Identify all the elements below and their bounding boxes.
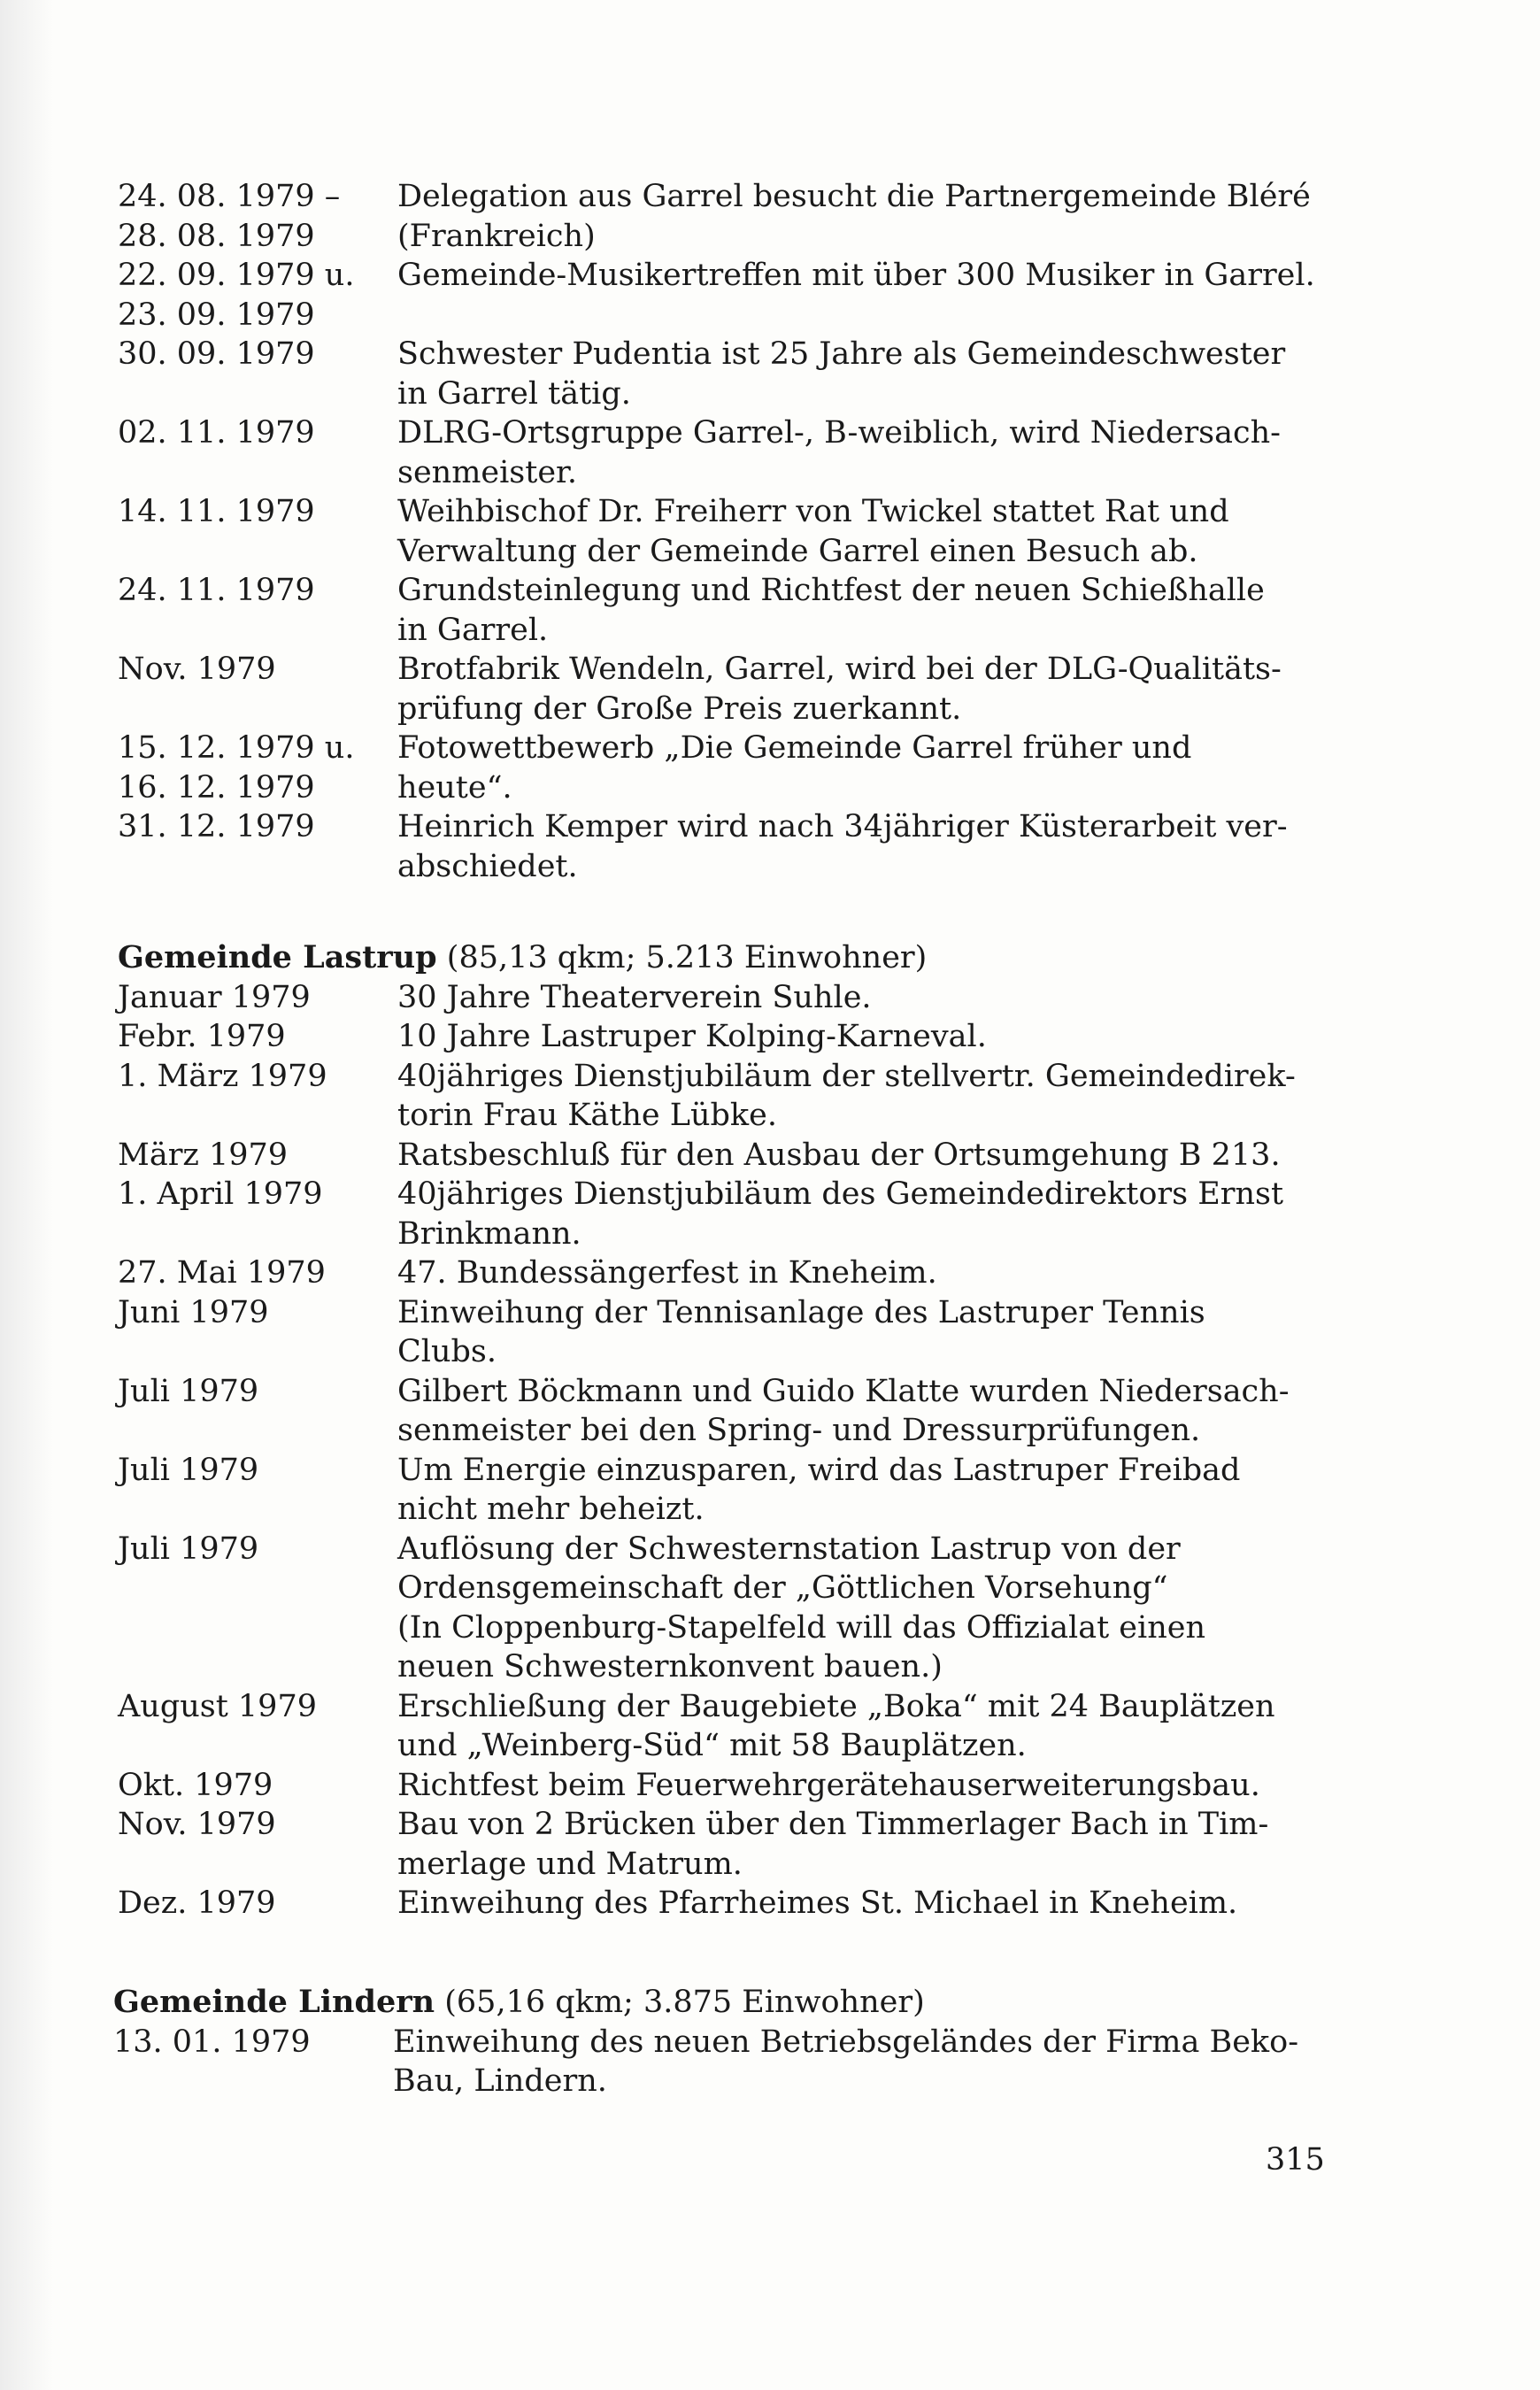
chronicle-entry [118, 1253, 1339, 1293]
chronicle-entry [118, 1884, 1339, 1924]
entry-date: Juli 1979 [118, 1373, 259, 1409]
municipality-info: (65,16 qkm; 3.875 Einwohner) [444, 1985, 925, 2020]
entry-text: 40jähriges Dienstjubiläum des Gemeindedirektors Ernst Brinkmann. [397, 1176, 1284, 1252]
entry-text: Weihbischof Dr. Freiherr von Twickel stattet Rat und Verwaltung der Gemeinde Garrel einen Besuch ab. [397, 494, 1229, 569]
section-heading [118, 938, 1339, 978]
entry-date: 22. 09. 1979 u. 23. 09. 1979 [118, 258, 355, 333]
page-edge-shadow [0, 0, 53, 2390]
entry-date: August 1979 [118, 1688, 317, 1724]
entry-text: Bau von 2 Brücken über den Timmerlager Bach in Tim- merlage und Matrum. [397, 1807, 1269, 1882]
municipality-info: (85,13 qkm; 5.213 Einwohner) [446, 940, 928, 975]
entry-text: Heinrich Kemper wird nach 34jähriger Küsterarbeit ver- abschiedet. [397, 809, 1288, 884]
chronicle-entry [118, 1372, 1339, 1451]
chronicle-entry [118, 978, 1339, 1018]
chronicle-entry [118, 256, 1339, 335]
entry-date: 02. 11. 1979 [118, 415, 315, 451]
municipality-name: Gemeinde Lastrup [118, 939, 437, 975]
entry-text: Gilbert Böckmann und Guido Klatte wurden Niedersach- senmeister bei den Spring- und Dressurprüfungen. [397, 1373, 1290, 1448]
entry-date: Juli 1979 [118, 1452, 259, 1488]
entry-text: Ratsbeschluß für den Ausbau der Ortsumgehung B 213. [397, 1137, 1281, 1173]
entry-date: 24. 11. 1979 [118, 573, 315, 608]
chronicle-entry [113, 2023, 1335, 2101]
entry-date: 27. Mai 1979 [118, 1255, 326, 1291]
entry-date: 13. 01. 1979 [113, 2024, 311, 2060]
entry-date: 15. 12. 1979 u. 16. 12. 1979 [118, 730, 355, 806]
chronicle-entry [118, 729, 1339, 807]
chronicle-entry [118, 1293, 1339, 1372]
entry-date: Juni 1979 [118, 1294, 269, 1330]
entry-text: Schwester Pudentia ist 25 Jahre als Gemeindeschwester in Garrel tätig. [397, 336, 1286, 412]
entry-date: Okt. 1979 [118, 1767, 273, 1803]
entry-text: Einweihung des neuen Betriebsgeländes der Firma Beko- Bau, Lindern. [393, 2024, 1299, 2099]
chronicle-entry [118, 1057, 1339, 1136]
chronicle-entry [118, 571, 1339, 650]
garrel-chronicle [118, 177, 1339, 886]
chronicle-entry [118, 807, 1339, 886]
entry-date: 1. April 1979 [118, 1176, 323, 1212]
chronicle-entry [118, 1451, 1339, 1530]
entry-date: Dez. 1979 [118, 1885, 276, 1921]
entry-date: 30. 09. 1979 [118, 336, 315, 372]
page-number: 315 [1266, 2142, 1325, 2178]
entry-text: Erschließung der Baugebiete „Boka“ mit 24 Bauplätzen und „Weinberg-Süd“ mit 58 Bauplätzen. [397, 1688, 1275, 1763]
entry-text: 30 Jahre Theaterverein Suhle. [397, 979, 872, 1015]
entry-date: März 1979 [118, 1137, 289, 1173]
chronicle-entry [118, 335, 1339, 413]
entry-text: Richtfest beim Feuerwehrgerätehauserweiterungsbau. [397, 1767, 1260, 1803]
lastrup-chronicle [118, 938, 1339, 1924]
entry-date: Januar 1979 [118, 979, 311, 1015]
entry-text: Auflösung der Schwesternstation Lastrup von der Ordensgemeinschaft der „Göttlichen Vorsehung“ (In Cloppenburg-Stapelfeld will das Offizialat einen neuen Schwesternkonvent bauen.) [397, 1530, 1206, 1685]
entry-text: Fotowettbewerb „Die Gemeinde Garrel früher und heute“. [397, 730, 1192, 806]
chronicle-entry [118, 1017, 1339, 1057]
entry-date: 24. 08. 1979 – 28. 08. 1979 [118, 179, 341, 254]
entry-text: DLRG-Ortsgruppe Garrel-, B-weiblich, wird Niedersach- senmeister. [397, 415, 1281, 490]
entry-text: 10 Jahre Lastruper Kolping-Karneval. [397, 1019, 987, 1054]
entry-date: Febr. 1979 [118, 1019, 286, 1054]
chronicle-entry [118, 413, 1339, 492]
chronicle-entry [118, 177, 1339, 256]
entry-date: Nov. 1979 [118, 1807, 276, 1842]
entry-text: Brotfabrik Wendeln, Garrel, wird bei der DLG-Qualitäts- prüfung der Große Preis zuerkannt. [397, 651, 1282, 727]
entry-date: Juli 1979 [118, 1530, 259, 1567]
entry-text: Einweihung des Pfarrheimes St. Michael in Kneheim. [397, 1885, 1238, 1921]
lindern-chronicle [113, 1983, 1335, 2101]
chronicle-entry [118, 492, 1339, 571]
chronicle-entry [118, 1175, 1339, 1253]
entry-date: Nov. 1979 [118, 651, 276, 687]
entry-text: Grundsteinlegung und Richtfest der neuen Schießhalle in Garrel. [397, 573, 1265, 648]
entry-text: Delegation aus Garrel besucht die Partnergemeinde Bléré (Frankreich) [397, 179, 1311, 254]
entry-text: Einweihung der Tennisanlage des Lastruper Tennis Clubs. [397, 1294, 1205, 1369]
entry-text: Gemeinde-Musikertreffen mit über 300 Musiker in Garrel. [397, 258, 1315, 293]
entry-date: 1. März 1979 [118, 1058, 327, 1094]
entry-text: 47. Bundessängerfest in Kneheim. [397, 1255, 937, 1291]
entry-date: 31. 12. 1979 [118, 809, 315, 844]
entry-text: 40jähriges Dienstjubiläum der stellvertr. Gemeindedirek- torin Frau Käthe Lübke. [397, 1058, 1296, 1133]
chronicle-entry [118, 1805, 1339, 1884]
chronicle-entry [118, 1530, 1339, 1687]
entry-text: Um Energie einzusparen, wird das Lastruper Freibad nicht mehr beheizt. [397, 1452, 1241, 1527]
chronicle-entry [118, 650, 1339, 729]
municipality-name: Gemeinde Lindern [113, 1984, 435, 2020]
chronicle-entry [118, 1687, 1339, 1766]
chronicle-entry [118, 1136, 1339, 1176]
entry-date: 14. 11. 1979 [118, 494, 315, 529]
section-heading [113, 1983, 1335, 2023]
chronicle-entry [118, 1766, 1339, 1806]
